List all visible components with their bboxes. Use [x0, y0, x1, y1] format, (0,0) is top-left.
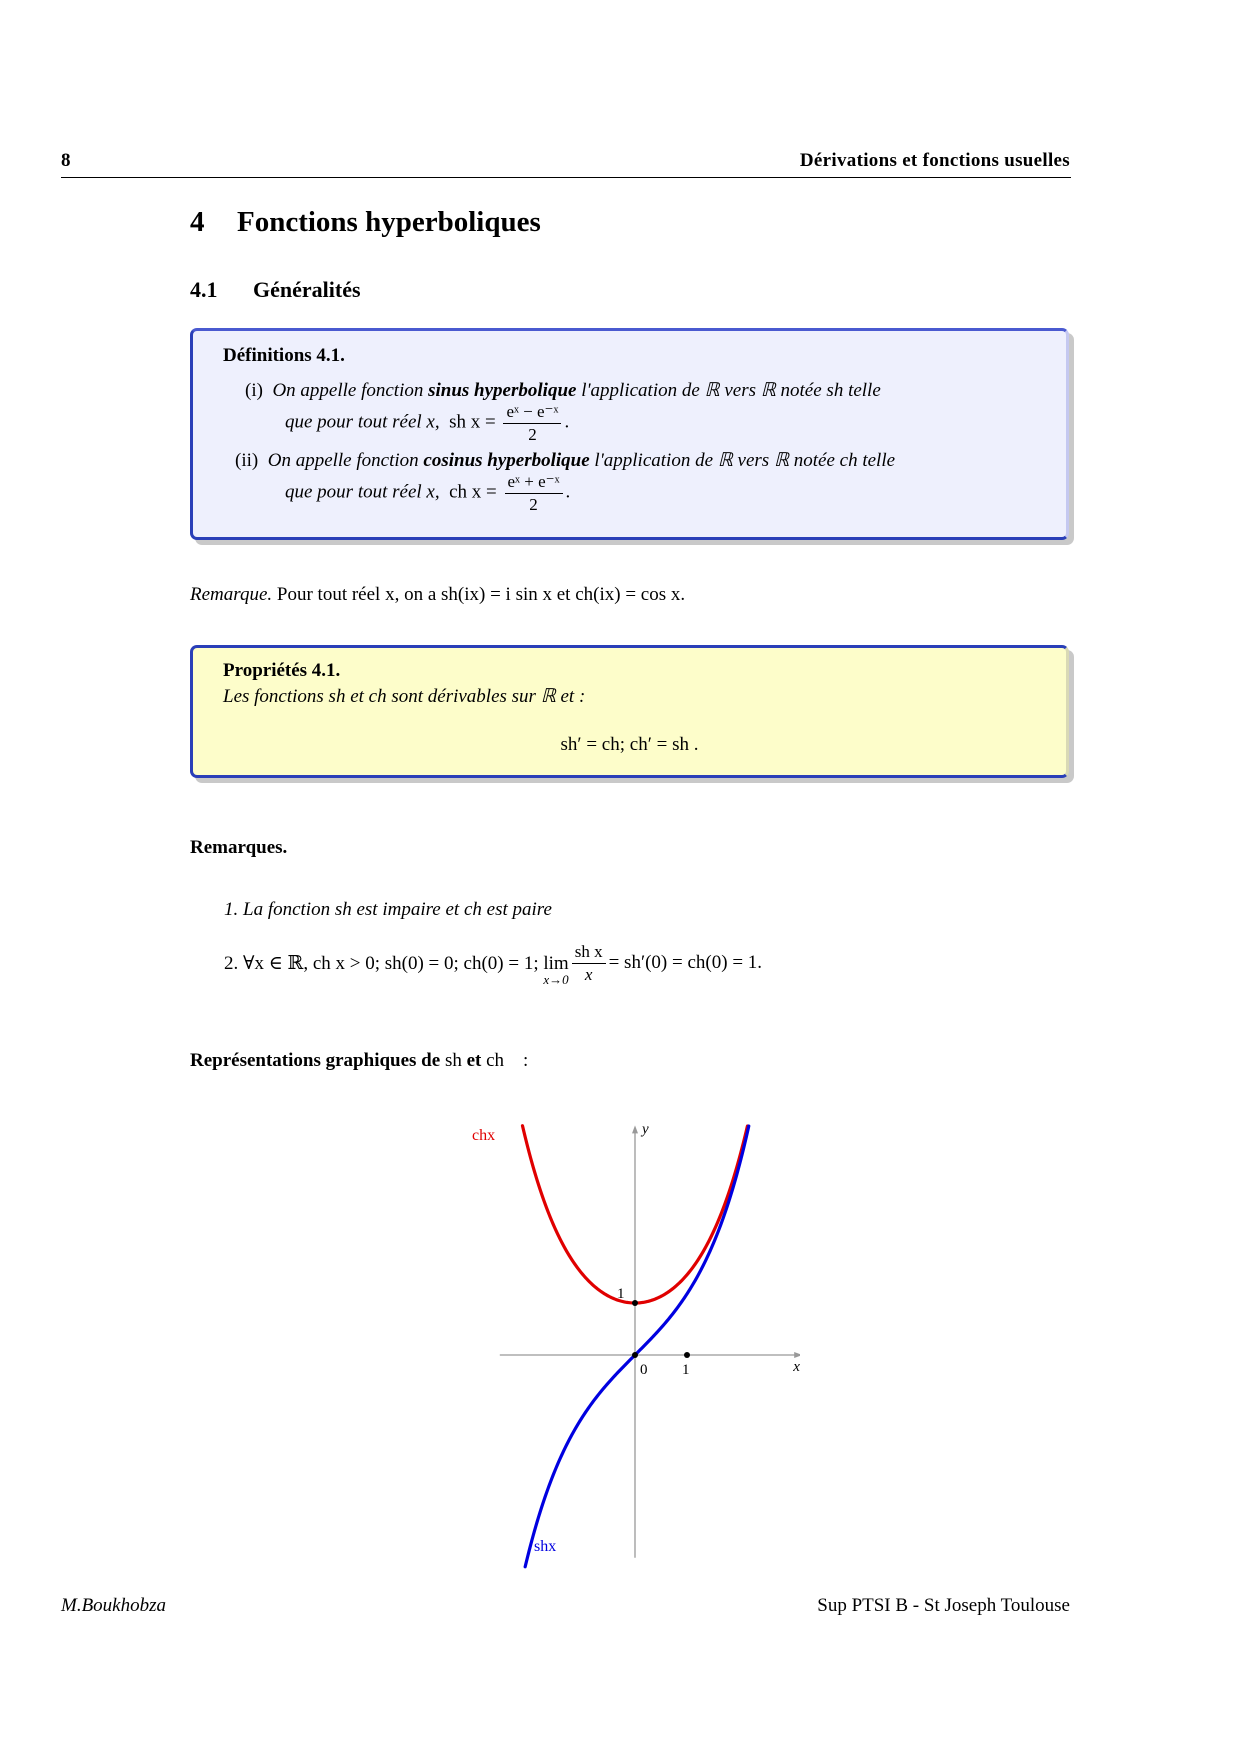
- graph-title-bold2: et: [466, 1050, 482, 1071]
- definition-i-line2: que pour tout réel x, sh x = $\frac{\text{eˣ − e⁻ˣ}}{2}$ .: [285, 402, 570, 444]
- proprietes-box: [190, 645, 1069, 778]
- graph-title: [190, 1050, 528, 1072]
- section-title: Fonctions hyperboliques: [237, 206, 541, 238]
- definition-i-lhs: sh x =: [449, 411, 496, 433]
- definitions-title: Définitions 4.1.: [223, 345, 345, 366]
- remarques-item-1: 1. La fonction sh est impaire et ch est paire: [224, 899, 552, 920]
- hyperbolic-plot: [470, 1105, 800, 1575]
- item2-suffix: = sh′(0) = ch(0) = 1.: [608, 952, 763, 973]
- subsection-title: Généralités: [253, 277, 361, 302]
- definition-ii-numerator: eˣ + e⁻ˣ: [505, 473, 563, 494]
- limit-subscript: x→0: [543, 972, 569, 987]
- x-axis-label: x: [793, 1359, 800, 1375]
- definition-i-line1: [245, 379, 881, 402]
- definition-ii-line1: [235, 449, 895, 472]
- section-number: 4: [190, 206, 205, 238]
- remarque-label: Remarque.: [190, 584, 273, 605]
- ch-curve-label: chx: [472, 1127, 496, 1144]
- definition-ii-text-after: l'application de ℝ vers ℝ notée ch telle: [594, 450, 896, 471]
- footer-class: Sup PTSI B - St Joseph Toulouse: [817, 1595, 1070, 1616]
- limit-operator: [543, 954, 568, 986]
- limit-word: lim: [543, 953, 569, 974]
- definition-i-denominator: 2: [528, 424, 537, 444]
- y-axis-arrow: [632, 1125, 638, 1133]
- subsection-number: 4.1: [190, 277, 218, 302]
- definition-ii-term: cosinus hyperbolique: [423, 450, 590, 471]
- sh-curve-label: shx: [534, 1538, 557, 1555]
- remarque-text: Pour tout réel x, on a sh(ix) = i sin x et ch(ix) = cos x.: [276, 584, 686, 605]
- definition-i-text-before: On appelle fonction: [272, 380, 424, 401]
- y-axis-label: y: [642, 1121, 649, 1138]
- series-shx: [525, 1126, 749, 1567]
- definitions-box: [190, 328, 1069, 540]
- header-rule: [61, 177, 1071, 178]
- remarque-line: [190, 584, 685, 606]
- graph-title-bold1: Représentations graphiques de: [190, 1050, 441, 1071]
- y-tick-label-1: 1: [617, 1286, 625, 1302]
- definition-i-numerator: eˣ − e⁻ˣ: [503, 403, 561, 424]
- definition-ii-fraction: [505, 473, 563, 514]
- definition-ii-label: (ii): [235, 450, 259, 471]
- proprietes-title: Propriétés 4.1.: [223, 660, 341, 681]
- definition-ii-line2: que pour tout réel x, ch x = $\frac{\text{eˣ + e⁻ˣ}}{2}$ .: [285, 472, 571, 514]
- x-tick-label-0: 0: [640, 1362, 648, 1378]
- limit-numerator: sh x: [572, 943, 606, 964]
- graph-title-colon: :: [523, 1050, 529, 1071]
- remarques-item-2: [224, 940, 762, 986]
- limit-denominator: x: [584, 964, 593, 984]
- definition-ii-lhs: ch x =: [449, 481, 497, 503]
- page-number: 8: [61, 150, 71, 171]
- point-1: [632, 1352, 638, 1358]
- x-tick-label-1: 1: [682, 1362, 690, 1378]
- running-title: Dérivations et fonctions usuelles: [799, 150, 1070, 171]
- limit-fraction: [572, 943, 606, 984]
- definition-i-label: (i): [245, 380, 263, 401]
- proprietes-formula: sh′ = ch; ch′ = sh .: [560, 734, 699, 755]
- definition-ii-text-before: On appelle fonction: [267, 450, 419, 471]
- graph-title-f1: sh: [444, 1050, 462, 1071]
- footer-author: M.Boukhobza: [61, 1595, 167, 1616]
- point-2: [684, 1352, 690, 1358]
- point-0: [632, 1300, 638, 1306]
- x-axis-arrow: [794, 1352, 800, 1358]
- definition-ii-denominator: 2: [529, 494, 538, 514]
- proprietes-text: Les fonctions sh et ch sont dérivables sur ℝ et :: [223, 686, 586, 707]
- graph-title-f2: ch: [486, 1050, 505, 1071]
- remarques-title: Remarques.: [190, 837, 288, 858]
- definition-i-term: sinus hyperbolique: [428, 380, 577, 401]
- definition-i-text-after: l'application de ℝ vers ℝ notée sh telle: [581, 380, 881, 401]
- definition-i-prefix: que pour tout réel x,: [285, 411, 440, 433]
- definition-ii-prefix: que pour tout réel x,: [285, 481, 440, 503]
- item2-prefix: 2. ∀x ∈ ℝ, ch x > 0; sh(0) = 0; ch(0) = 1;: [224, 952, 539, 974]
- definition-i-fraction: [503, 403, 561, 444]
